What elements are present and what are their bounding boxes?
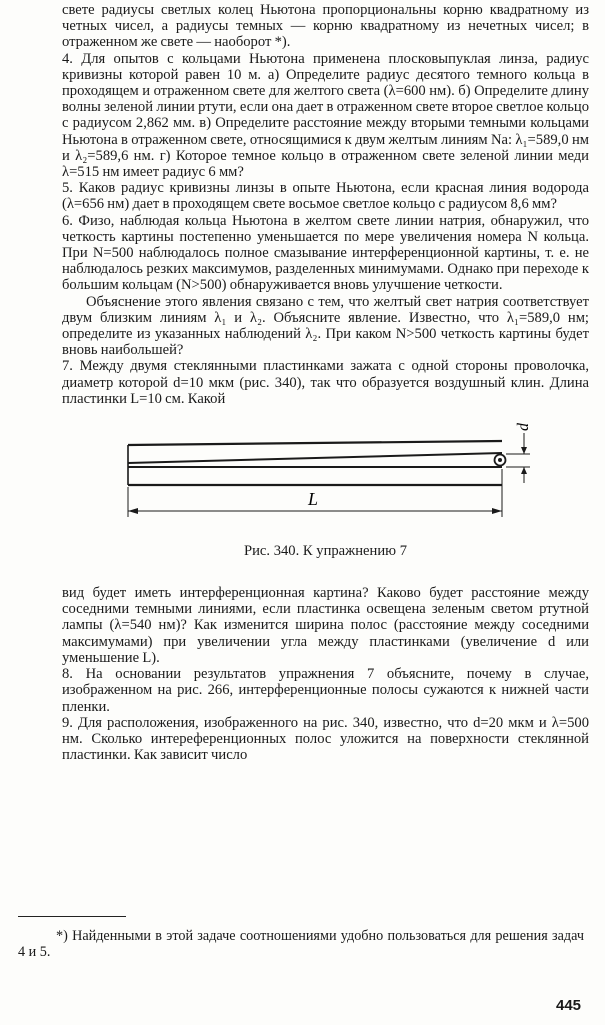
label-L: L [308, 489, 319, 510]
air-wedge-diagram [62, 411, 589, 543]
paragraph-continuation: свете радиусы светлых колец Ньютона пропорциональны корню квадратному из четных чисел, а радиусы темных — корню квадратному из нечетных чисел; в отраженном же свете — наоборот *). [62, 2, 589, 51]
page-body [62, 2, 589, 763]
upper-plate-bottom [128, 453, 502, 463]
d-arrowhead-down [521, 447, 527, 454]
page-number: 445 [556, 997, 582, 1014]
footnote: *) Найденными в этой задаче соотношениями удобно пользоваться для решения задач 4 и 5. [18, 928, 584, 960]
exercise-8: 8. На основании результатов упражнения 7 объясните, почему в случае, изображенном на рис. 266, интерференционные полосы сужаются к нижней части пленки. [62, 666, 589, 715]
exercise-9: 9. Для расположения, изображенного на рис. 340, известно, что d=20 мкм и λ=500 нм. Сколько интереференционных полос уложится на поверхности стеклянной пластинки. Как зависит число [62, 714, 589, 764]
d-arrowhead-up [521, 467, 527, 474]
exercise-6-explanation: Объяснение этого явления связано с тем, что желтый свет натрия соответствует двум близким линиям λ₁ и λ₂. Объясните явление. Известно, что λ₁=589,0 нм; определите из указанных наблюдений λ₂. При каком N>500 четкость картины будет вновь наибольшей? [62, 293, 589, 359]
L-arrowhead-right [492, 508, 502, 514]
L-arrowhead-left [128, 508, 138, 514]
figure-air-wedge [62, 411, 589, 543]
exercise-7-continuation: вид будет иметь интерференционная картина? Каково будет расстояние между соседними темными линиями, если пластинка освещена зеленым светом ртутной лампы (λ=540 нм)? Как изменится ширина полос (расстояние между соседними максимумами) при увеличении угла между пластинками (увеличение d или уменьшение L). [62, 585, 589, 666]
figure-caption: Рис. 340. К упражнению 7 [244, 543, 407, 560]
footnote-rule [18, 916, 126, 917]
exercise-6: 6. Физо, наблюдая кольца Ньютона в желтом свете линии натрия, обнаружил, что четкость картины постепенно уменьшается по мере увеличения номера N кольца. При N=500 наблюдалось полное смазывание интерференционной картины, т. е. не наблюдалось резких максимумов, разделенных минимумами. Однако при переходе к большим кольцам (N>500) обнаруживается вновь улучшение четкости. [62, 212, 589, 294]
exercise-5: 5. Каков радиус кривизны линзы в опыте Ньютона, если красная линия водорода (λ=656 нм) дает в проходящем свете восьмое светлое кольцо с радиусом 8,6 мм? [62, 180, 589, 213]
upper-plate-top [128, 441, 502, 445]
label-d: d [515, 423, 532, 432]
exercise-4: 4. Для опытов с кольцами Ньютона применена плосковыпуклая линза, радиус кривизны которой равен 10 м. а) Определите радиус десятого темного кольца в проходящем и отраженном свете для желтого света (λ=600 нм). б) Определите длину волны зеленой линии ртути, если она дает в отраженном свете второе светлое кольцо с радиусом 2,862 мм. в) Определите расстояние между вторыми темными кольцами Ньютона в отраженном свете, относящимися к двум желтым линиям Na: λ₁=589,0 нм и λ₂=589,6 нм. г) Которое темное кольцо в отраженном свете зеленой линии меди λ=515 нм имеет радиус 6 мм? [62, 50, 589, 181]
wire-core [498, 458, 502, 462]
exercise-7-start: 7. Между двумя стеклянными пластинками зажата с одной стороны проволочка, диаметр которой d=10 мкм (рис. 340), так что образуется воздушный клин. Длина пластинки L=10 см. Какой [62, 358, 589, 407]
